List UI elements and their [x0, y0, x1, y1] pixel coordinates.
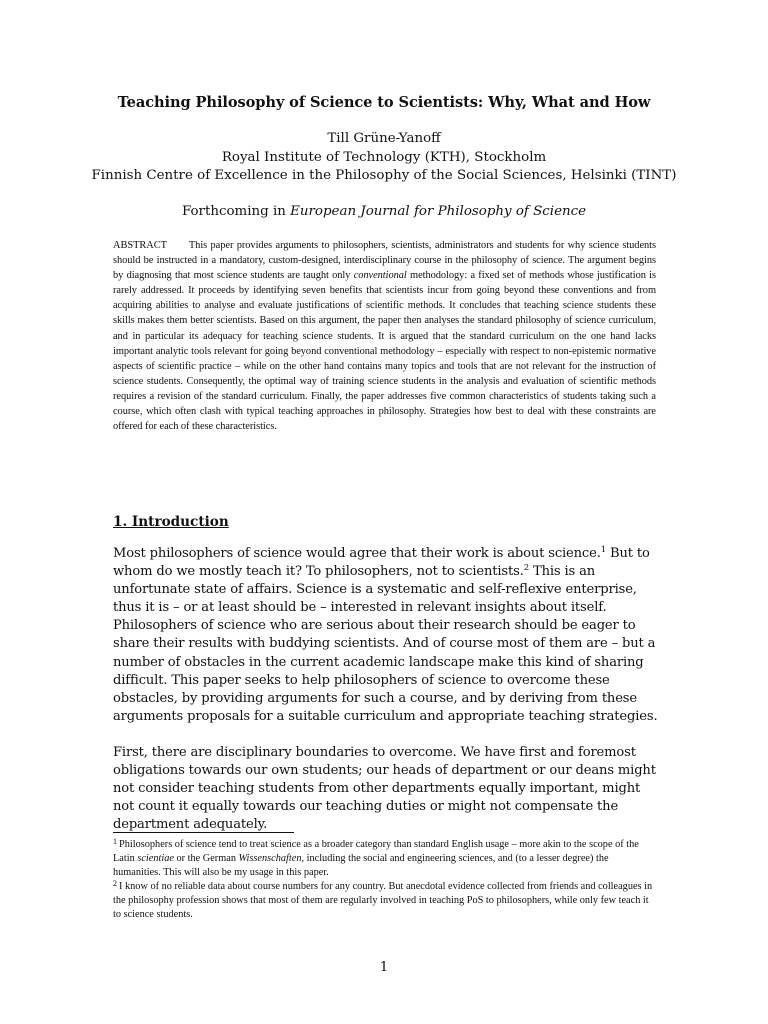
footnote-marker: 1: [113, 837, 117, 846]
footnotes: [113, 838, 658, 922]
publication-prefix: Forthcoming in: [181, 204, 291, 219]
author-block: [0, 130, 768, 186]
footnote-text: , including the social and engineering sciences, and (to a lesser degree) the humanities. This will also be my usage in this paper.: [113, 853, 609, 878]
footnote-marker: 2: [113, 879, 117, 888]
paper-title: Teaching Philosophy of Science to Scientists: Why, What and How: [117, 94, 651, 111]
footnote-divider: [113, 832, 294, 833]
abstract-label: ABSTRACT: [113, 240, 167, 251]
footnote-text: I know of no reliable data about course numbers for any country. But anecdotal evidence collected from friends and colleagues in the philosophy profession shows that most of them are regularly involved in teaching PoS to philosophers, while only few teach it to science students.: [113, 881, 653, 920]
footnote-2: [113, 880, 658, 922]
body-paragraph-1: [113, 545, 658, 726]
paragraph-text: But to whom do we mostly teach it? To philosophers, not to scientists.: [113, 546, 650, 580]
section-heading: 1. Introduction: [113, 514, 229, 530]
paragraph-text: Most philosophers of science would agree that their work is about science.: [113, 546, 601, 561]
footnote-1: [113, 838, 658, 880]
body-paragraph-2: First, there are disciplinary boundaries to overcome. We have first and foremost obligations towards our own students; our heads of department or our deans might not consider teaching students from other departments equally important, might not count it equally towards our teaching duties or might not compensate the department adequately.: [113, 745, 656, 833]
footnote-italic: scientiae: [137, 853, 174, 864]
abstract-text-2: methodology: a fixed set of methods whose justification is rarely addressed. It proceeds by identifying seven benefits that scientists incur from going beyond these conventions and from acquiring abilities to analyse and evaluate justifications of scientific methods. It concludes that teaching science students these skills makes them better scientists. Based on this argument, the paper then analyses the standard philosophy of science curriculum, and in particular its adequacy for teaching science students. It is argued that the standard curriculum on the one hand lacks important analytic tools relevant for going beyond conventional methodology – especially with respect to non-epistemic normative aspects of scientific practice – while on the other hand contains many topics and tools that are not relevant for the instruction of science students. Consequently, the optimal way of training science students in the analysis and evaluation of scientific methods requires a revision of the standard curriculum. Finally, the paper addresses five common characteristics of students taking such a course, which often clash with typical teaching approaches in philosophy. Strategies how best to deal with these constraints are offered for each of these characteristics.: [113, 270, 657, 433]
page-number: 1: [379, 960, 389, 975]
journal-name: European Journal for Philosophy of Science: [290, 204, 587, 219]
footnote-text: Philosophers of science tend to treat science as a broader category than standard English usage – more akin to the scope of the Latin: [113, 839, 639, 864]
footnote-ref-1[interactable]: 1: [600, 545, 606, 555]
abstract-italic: conventional: [353, 270, 407, 282]
author-name: Till Grüne-Yanoff: [327, 131, 441, 146]
paragraph-text: This is an unfortunate state of affairs. Science is a systematic and self-reflexive enterprise, thus it is – or at least should be – interested in relevant insights about itself. Philosophers of science who are serious about their research should be eager to share their results with buddying scientists. And of course most of them are – but a number of obstacles in the current academic landscape make this kind of sharing difficult. This paper seeks to help philosophers of science to overcome these obstacles, by providing arguments for such a course, and by deriving from these arguments proposals for a suitable curriculum and appropriate teaching strategies.: [113, 564, 658, 724]
footnote-ref-2[interactable]: 2: [523, 563, 529, 574]
publication-note: [0, 204, 768, 219]
author-affiliation-2: Finnish Centre of Excellence in the Philosophy of the Social Sciences, Helsinki (TINT): [91, 168, 677, 183]
footnote-text: or the German: [173, 853, 239, 864]
abstract: [113, 238, 656, 434]
author-affiliation-1: Royal Institute of Technology (KTH), Stockholm: [221, 149, 547, 165]
abstract-text-1: This paper provides arguments to philosophers, scientists, administrators and students for why science students should be instructed in a mandatory, custom-designed, interdisciplinary course in the philosophy of science. The argument begins by diagnosing that most science students are taught only: [113, 240, 656, 282]
footnote-italic: Wissenschaften: [238, 853, 302, 864]
